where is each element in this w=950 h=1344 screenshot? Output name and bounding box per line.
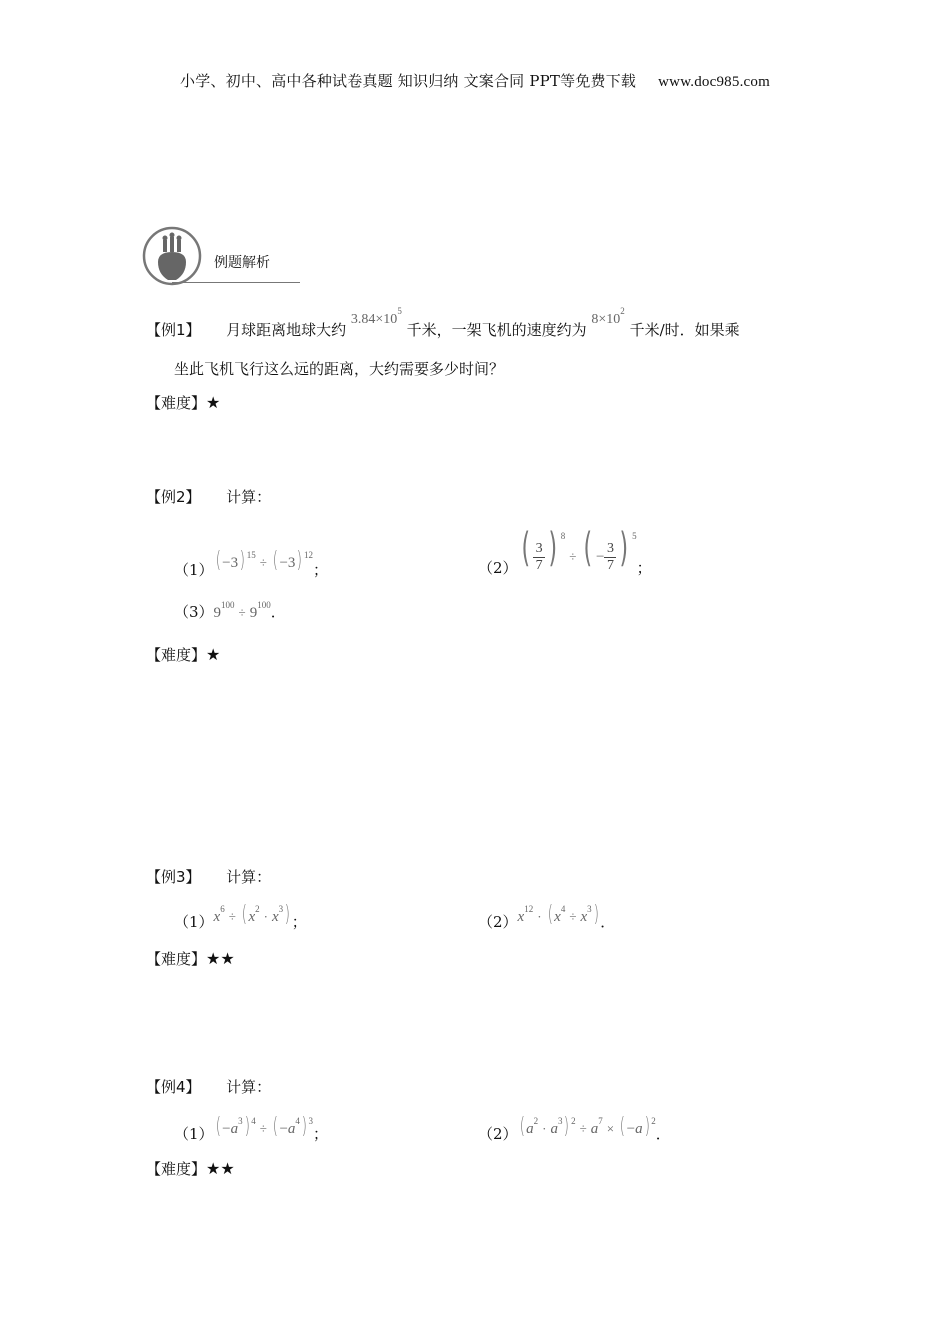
ex1-label: 【例1】 bbox=[146, 321, 201, 339]
ex1-distance: $3.84\times 10^5$ bbox=[350, 306, 402, 327]
ex2-problem-2: （2）( $\frac{3}{7}$ ) $^8$÷ ( − $\frac{3}{7}$ ) $^5$； bbox=[478, 525, 652, 577]
ex1-speed: $8\times 10^2$ bbox=[591, 306, 625, 327]
ex1-line1 bbox=[146, 306, 740, 340]
ex3-difficulty: 【难度】★★ bbox=[146, 949, 235, 968]
ex4-problem-2: （2）( $a^2 \cdot a^3$) $^2 \div a^7$ × ( −a) $^2$． bbox=[478, 1114, 671, 1143]
star-icon: ★★ bbox=[206, 949, 235, 968]
ex3-problem-2: $(2)x^{12}$ · ( $x^4 \div x^3$) ． bbox=[478, 902, 616, 931]
teacher-group-icon bbox=[142, 226, 204, 288]
ex1-difficulty: 【难度】★ bbox=[146, 393, 221, 412]
page-header bbox=[0, 70, 950, 91]
ex2-label: 【例2】 bbox=[146, 488, 201, 506]
header-text: 小学、初中、高中各种试卷真题 知识归纳 文案合同 PPT等免费下载 bbox=[180, 72, 637, 90]
ex1-line2: 坐此飞机飞行这么远的距离，大约需要多少时间？ bbox=[174, 360, 505, 378]
star-icon: ★★ bbox=[206, 1159, 235, 1178]
ex2-problem-1: （1）( −3) $^{15}$ ÷ ( −3) $^{12}$； bbox=[174, 548, 329, 579]
ex1-text3: 千米/时．如果乘 bbox=[629, 321, 740, 339]
ex4-heading bbox=[146, 1076, 271, 1097]
ex3-label: 【例3】 bbox=[146, 868, 201, 886]
header-url[interactable]: www.doc985.com bbox=[658, 74, 770, 90]
section-title: 例题解析 bbox=[214, 255, 270, 271]
ex4-problem-1: $(1)( -a^3)$ $^4$ ÷ ( $-a^4$) $^3$； bbox=[174, 1114, 329, 1143]
ex1-text1: 月球距离地球大约 bbox=[226, 321, 347, 339]
ex2-heading bbox=[146, 486, 271, 507]
ex3-problem-1: $(1)x^6$ ÷ ( $x^2 \cdot x^3$) ； bbox=[174, 902, 307, 931]
ex3-prompt: 计算： bbox=[226, 868, 272, 886]
ex4-prompt: 计算： bbox=[226, 1078, 272, 1096]
ex2-problem-3: $(3)9^{100} \div 9^{100}$． bbox=[174, 600, 286, 621]
section-heading bbox=[142, 226, 302, 286]
section-underline bbox=[172, 282, 300, 283]
star-icon: ★ bbox=[206, 393, 221, 412]
ex4-difficulty: 【难度】★★ bbox=[146, 1159, 235, 1178]
ex2-difficulty: 【难度】★ bbox=[146, 645, 221, 664]
star-icon: ★ bbox=[206, 645, 221, 664]
ex3-heading bbox=[146, 866, 271, 887]
ex1-text2: 千米，一架飞机的速度约为 bbox=[406, 321, 587, 339]
ex2-prompt: 计算： bbox=[226, 488, 272, 506]
ex4-label: 【例4】 bbox=[146, 1078, 201, 1096]
